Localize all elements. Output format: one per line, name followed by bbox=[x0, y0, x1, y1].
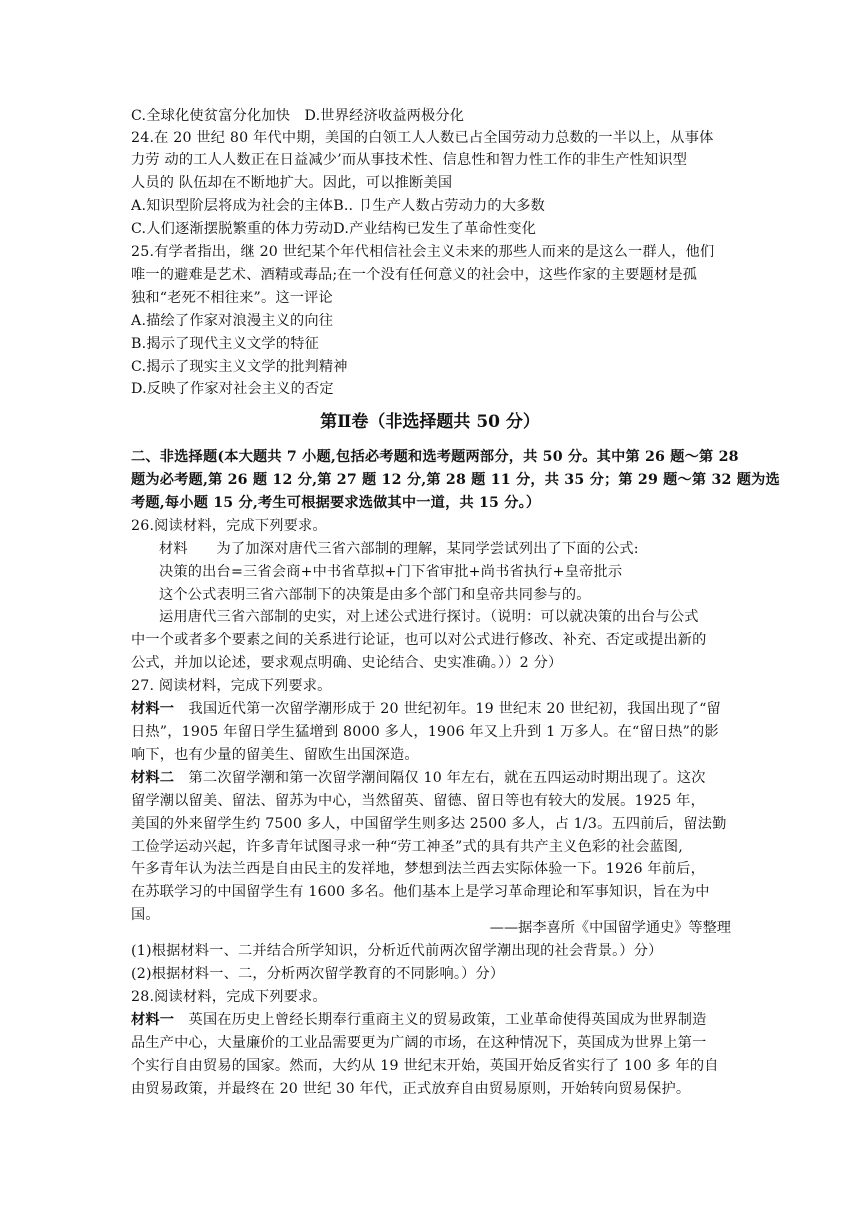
option-line: B.揭示了现代主义文学的特征 bbox=[131, 336, 319, 352]
material-text: 第二次留学潮和第一次留学潮间隔仅 10 年左右，就在五四运动时期出现了。这次 bbox=[174, 770, 706, 786]
option-line: C.揭示了现实主义文学的批判精神 bbox=[131, 359, 348, 375]
material-label: 材料一 bbox=[131, 701, 175, 717]
question-27-stem: 27. 阅读材料，完成下列要求。 bbox=[131, 678, 332, 694]
question-27-material-2-line: 国。 bbox=[131, 907, 160, 923]
question-27-material-2-line: 工俭学运动兴起，许多青年试图寻求一种“劳工神圣”式的具有共产主义色彩的社会蓝图, bbox=[131, 839, 683, 855]
question-28-material-1-line bbox=[131, 1009, 731, 1031]
question-28-material-1-line: 个实行自由贸易的国家。然而，大约从 19 世纪末开始，英国开始反省实行了 100 多 年的自 bbox=[131, 1058, 719, 1074]
question-27-material-2-line: 留学潮以留美、留法、留苏为中心，当然留英、留德、留日等也有较大的发展。1925 年， bbox=[131, 793, 705, 809]
question-27-material-2-line: 在苏联学习的中国留学生有 1600 多名。他们基本上是学习革命理论和军事知识，旨在为中 bbox=[131, 884, 710, 900]
question-28-material-1-line: 品生产中心，大量廉价的工业品需要更为广阔的市场，在这种情况下，英国成为世界上第一 bbox=[131, 1035, 707, 1051]
material-text: 英国在历史上曾经长期奉行重商主义的贸易政策，工业革命使得英国成为世界制造 bbox=[174, 1012, 707, 1028]
question-26-formula: 决策的出台=三省会商+中书省草拟+门下省审批+尚书省执行+皇帝批示 bbox=[159, 564, 623, 580]
option-line: C.人们逐渐摆脱繁重的体力劳动D.产业结构已发生了革命性变化 bbox=[131, 221, 537, 237]
option-line: A.描绘了作家对浪漫主义的向往 bbox=[131, 313, 334, 329]
question-27-material-1-line: 响下，也有少量的留美生、留欧生出国深造。 bbox=[131, 747, 419, 763]
instruction-line: 题为必考题,第 26 题 12 分,第 27 题 12 分,第 28 题 11 分，共 35 分；第 29 题～第 32 题为选 bbox=[131, 472, 780, 488]
option-line: C.全球化使贫富分化加快 D.世界经济收益两极分化 bbox=[131, 108, 465, 124]
question-24-line-1: 24.在 20 世纪 80 年代中期，美国的白领工人人数已占全国劳动力总数的一半以上，从事体 bbox=[131, 130, 714, 146]
question-25-line-2: 唯一的避难是艺术、酒精或毒品;在一个没有任何意义的社会中，这些作家的主要题材是孤 bbox=[131, 267, 698, 283]
question-28-stem: 28.阅读材料，完成下列要求。 bbox=[131, 989, 327, 1005]
question-25-line-1: 25.有学者指出，继 20 世纪某个年代相信社会主义未来的那些人而来的是这么一群人，他们 bbox=[131, 244, 715, 260]
question-24-line-3: 人员的 队伍却在不断地扩大。因此，可以推断美国 bbox=[131, 175, 453, 191]
option-line: D.反映了作家对社会主义的否定 bbox=[131, 381, 334, 397]
question-25-line-3: 独和“老死不相往来”。这一评论 bbox=[131, 290, 333, 306]
instruction-line: 考题,每小题 15 分,考生可根据要求选做其中一道，共 15 分。） bbox=[131, 495, 541, 511]
section-title: 第Ⅱ卷（非选择题共 50 分） bbox=[320, 412, 540, 432]
question-27-material-1-line: 日热”，1905 年留日学生猛增到 8000 多人，1906 年又上升到 1 万多人。在“留日热”的影 bbox=[131, 724, 719, 740]
question-26-material: 材料 为了加深对唐代三省六部制的理解，某同学尝试列出了下面的公式: bbox=[159, 541, 639, 557]
question-26-note: 这个公式表明三省六部制下的决策是由多个部门和皇帝共同参与的。 bbox=[159, 587, 591, 603]
question-27-material-2-line: 美国的外来留学生约 7500 多人，中国留学生则多达 2500 多人，占 1/3。五四前后，留法勤 bbox=[131, 816, 727, 832]
question-27-material-1-line bbox=[131, 698, 731, 720]
question-27-material-2-line: 午多青年认为法兰西是自由民主的发祥地，梦想到法兰西去实际体验一下。1926 年前后， bbox=[131, 861, 705, 877]
question-27-material-2-line bbox=[131, 767, 731, 789]
option-line: A.知识型阶层将成为社会的主体B.. 卩生产人数占劳动力的大多数 bbox=[131, 198, 545, 214]
question-27-sub-1: (1)根据材料一、二并结合所学知识，分析近代前两次留学潮出现的社会背景。）分） bbox=[131, 943, 663, 959]
instruction-line: 二、非选择题(本大题共 7 小题,包括必考题和选考题两部分，共 50 分。其中第 26 题～第 28 bbox=[131, 449, 739, 465]
material-label: 材料二 bbox=[131, 770, 175, 786]
question-28-material-1-line: 由贸易政策，并最终在 20 世纪 30 年代，正式放弃自由贸易原则，开始转向贸易保护。 bbox=[131, 1081, 691, 1097]
question-26-task-line: 运用唐代三省六部制的史实，对上述公式进行探讨。（说明：可以就决策的出台与公式 bbox=[159, 609, 699, 625]
material-text: 我国近代第一次留学潮形成于 20 世纪初年。19 世纪末 20 世纪初，我国出现了“留 bbox=[174, 701, 721, 717]
question-24-line-2: 力劳 动的工人人数正在日益减少’而从事技术性、信息性和智力性工作的非生产性知识型 bbox=[131, 152, 688, 168]
material-label: 材料一 bbox=[131, 1012, 175, 1028]
question-26-task-line: 中一个或者多个要素之间的关系进行论证，也可以对公式进行修改、补充、否定或提出新的 bbox=[131, 632, 707, 648]
question-26-stem: 26.阅读材料，完成下列要求。 bbox=[131, 518, 327, 534]
question-26-task-line: 公式，并加以论述，要求观点明确、史论结合、史实准确。））2 分） bbox=[131, 655, 563, 671]
question-27-sub-2: (2)根据材料一、二，分析两次留学教育的不同影响。）分） bbox=[131, 966, 505, 982]
source-citation: ——据李喜所《中国留学通史》等整理 bbox=[489, 920, 731, 936]
